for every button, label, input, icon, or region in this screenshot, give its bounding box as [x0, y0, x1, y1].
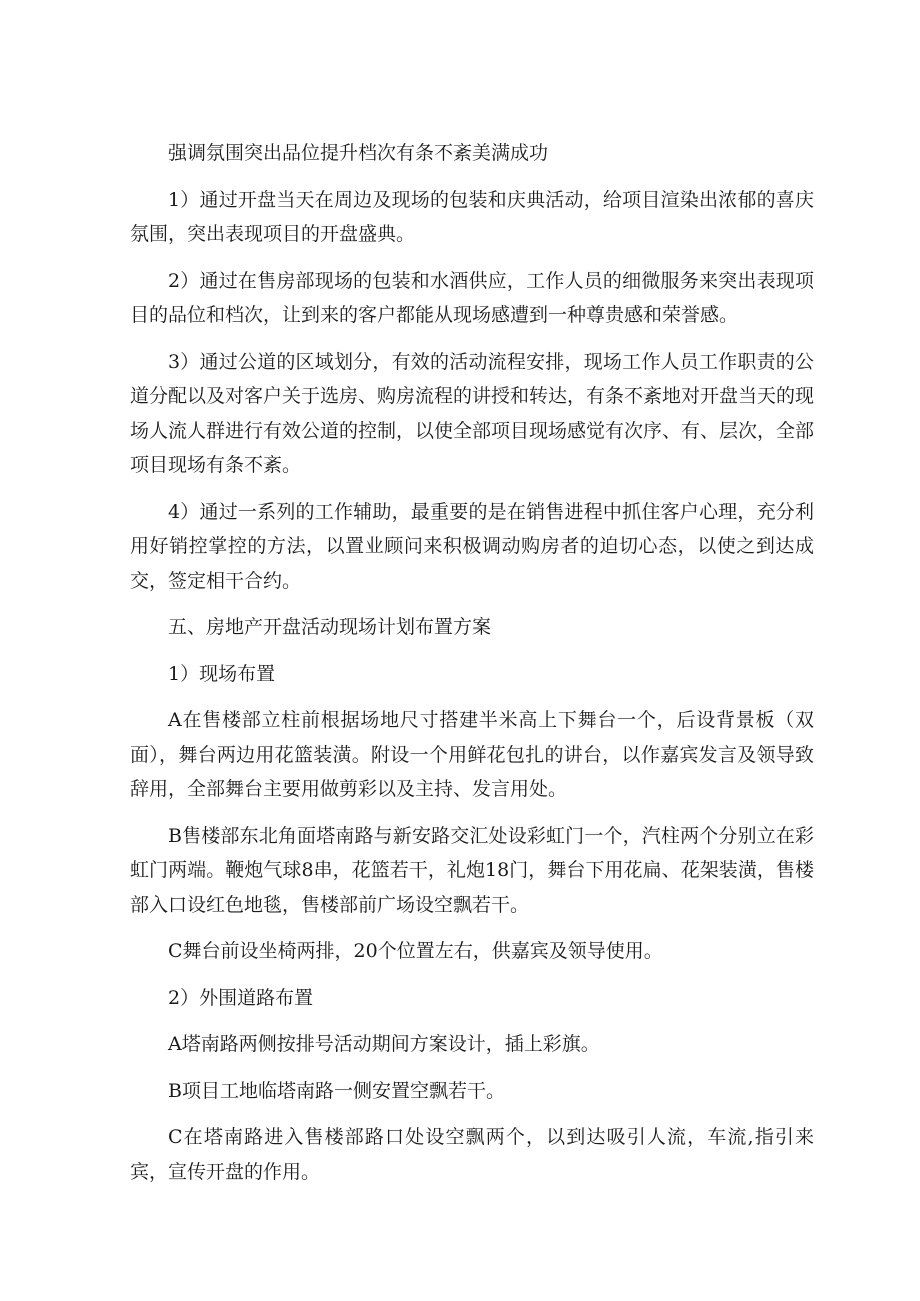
subheading-road-layout: 2）外围道路布置: [168, 986, 314, 1009]
paragraph-layout-a: A在售楼部立柱前根据场地尺寸搭建半米高上下舞台一个，后设背景板（双面），舞台两边用花篮装潢。附设一个用鲜花包扎的讲台，以作嘉宾发言及领导致辞用，全部舞台主要用做剪彩以及主持、发言用处。: [130, 709, 814, 800]
paragraph-layout-b: B售楼部东北角面塔南路与新安路交汇处设彩虹门一个，汽柱两个分别立在彩虹门两端。鞭炮气球8串，花篮若干，礼炮18门，舞台下用花扁、花架装潢，售楼部入口设红色地毯，售楼部前广场设空飘若干。: [130, 824, 814, 916]
subheading-site-layout: 1）现场布置: [168, 662, 276, 685]
paragraph-road-b: B项目工地临塔南路一侧安置空飘若干。: [168, 1079, 505, 1102]
paragraph-item-3: 3）通过公道的区域划分，有效的活动流程安排，现场工作人员工作职责的公道分配以及对客户关于选房、购房流程的讲授和转达，有条不紊地对开盘当天的现场人流人群进行有效公道的控制，以使全部项目现场感觉有次序、有、层次，全部项目现场有条不紊。: [130, 350, 815, 476]
paragraph-item-4: 4）通过一系列的工作辅助，最重要的是在销售进程中抓住客户心理，充分利用好销控掌控的方法，以置业顾问来积极调动购房者的迫切心态，以使之到达成交，签定相干合约。: [130, 500, 814, 592]
paragraph-heading-atmosphere: 强调氛围突出品位提升档次有条不紊美满成功: [168, 142, 549, 164]
paragraph-road-a: A塔南路两侧按排号活动期间方案设计，插上彩旗。: [168, 1033, 600, 1055]
paragraph-item-2: 2）通过在售房部现场的包装和水酒供应，工作人员的细微服务来突出表现项目的品位和档次，让到来的客户都能从现场感遭到一种尊贵感和荣誉感。: [130, 269, 814, 326]
document-body: [130, 136, 814, 1201]
section-heading-five: 五、房地产开盘活动现场计划布置方案: [168, 616, 492, 638]
paragraph-road-c: C在塔南路进入售楼部路口处设空飘两个，以到达吸引人流，车流,指引来宾，宣传开盘的作用。: [130, 1126, 814, 1183]
paragraph-item-1: 1）通过开盘当天在周边及现场的包装和庆典活动，给项目渲染出浓郁的喜庆氛围，突出表现项目的开盘盛典。: [130, 188, 814, 245]
paragraph-layout-c: C舞台前设坐椅两排，20个位置左右，供嘉宾及领导使用。: [168, 940, 663, 962]
